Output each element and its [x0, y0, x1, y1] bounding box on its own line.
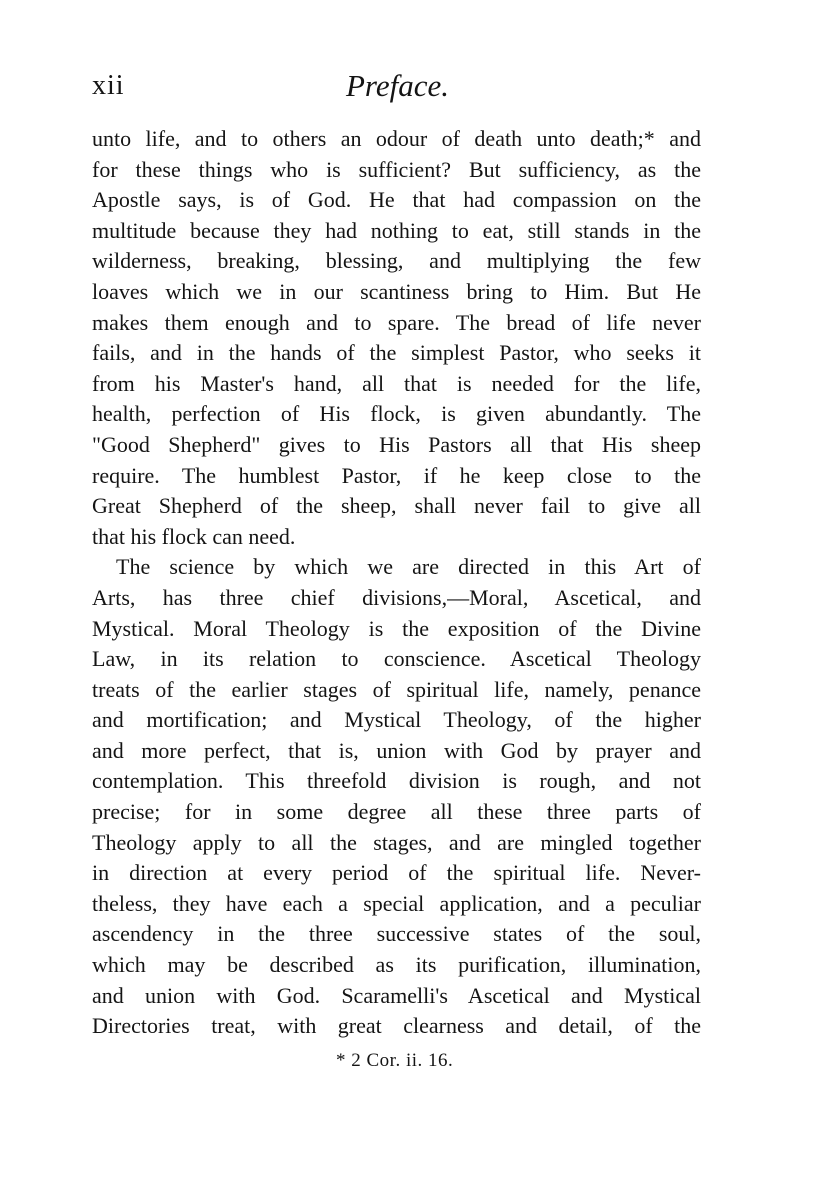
text-line: multitude because they had nothing to eat, still stands in the: [92, 217, 701, 243]
text-line: loaves which we in our scantiness bring to Him. But He: [92, 278, 701, 304]
text-line: Apostle says, is of God. He that had compassion on the: [92, 187, 701, 213]
text-line: which may be described as its purification, illumination,: [92, 952, 701, 978]
text-line: precise; for in some degree all these three parts of: [92, 799, 701, 825]
text-line: for these things who is sufficient? But sufficiency, as the: [92, 156, 701, 182]
text-line: treats of the earlier stages of spiritual life, namely, penance: [92, 676, 701, 702]
page-number: xii: [92, 70, 125, 101]
text-line: Law, in its relation to conscience. Ascetical Theology: [92, 646, 701, 672]
text-line: theless, they have each a special application, and a peculiar: [92, 890, 701, 916]
text-line: Mystical. Moral Theology is the exposition of the Divine: [92, 615, 701, 641]
page-header: [92, 70, 701, 110]
text-line: unto life, and to others an odour of death unto death;* and: [92, 126, 701, 151]
running-title: Preface.: [346, 68, 449, 103]
text-line: require. The humblest Pastor, if he keep close to the: [92, 462, 701, 488]
text-line: that his flock can need.: [92, 523, 296, 549]
text-line: Directories treat, with great clearness and detail, of the: [92, 1013, 701, 1039]
body-text: [92, 124, 701, 1042]
text-line: The science by which we are directed in this Art of: [116, 554, 701, 580]
text-line: and more perfect, that is, union with God by prayer and: [92, 737, 701, 763]
text-line: "Good Shepherd" gives to His Pastors all that His sheep: [92, 431, 701, 457]
text-line: in direction at every period of the spiritual life. Never-: [92, 860, 701, 886]
text-line: and mortification; and Mystical Theology, of the higher: [92, 707, 701, 733]
text-line: Great Shepherd of the sheep, shall never fail to give all: [92, 493, 701, 519]
text-line: makes them enough and to spare. The bread of life never: [92, 309, 701, 335]
text-line: and union with God. Scaramelli's Ascetical and Mystical: [92, 982, 701, 1008]
text-line: fails, and in the hands of the simplest Pastor, who seeks it: [92, 340, 701, 366]
text-line: Arts, has three chief divisions,—Moral, Ascetical, and: [92, 584, 701, 610]
text-line: from his Master's hand, all that is needed for the life,: [92, 370, 701, 396]
text-line: health, perfection of His flock, is given abundantly. The: [92, 401, 701, 427]
text-line: wilderness, breaking, blessing, and multiplying the few: [92, 248, 701, 274]
text-line: ascendency in the three successive states of the soul,: [92, 921, 701, 947]
text-line: contemplation. This threefold division is rough, and not: [92, 768, 701, 794]
footnote: * 2 Cor. ii. 16.: [336, 1050, 454, 1071]
text-line: Theology apply to all the stages, and are mingled together: [92, 829, 701, 855]
